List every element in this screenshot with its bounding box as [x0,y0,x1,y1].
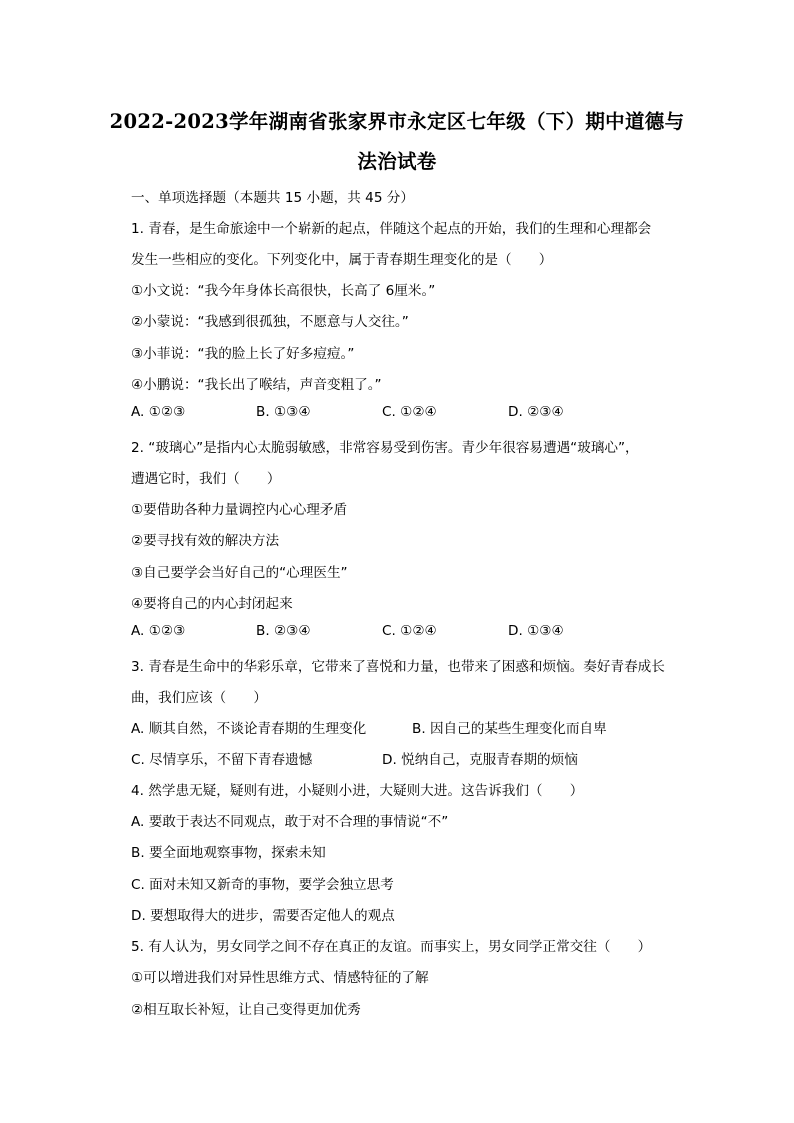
q4-option-b: B. 要全面地观察事物，探索未知 [131,845,326,861]
q3-stem-line-1: 3. 青春是生命中的华彩乐章，它带来了喜悦和力量，也带来了困惑和烦恼。奏好青春成长 [131,659,665,675]
q1-option-c: C. ①②④ [382,404,437,420]
page-title-line-2: 法治试卷 [357,150,437,173]
q3-option-a: A. 顺其自然，不谈论青春期的生理变化 [131,721,367,737]
q4-option-a: A. 要敢于表达不同观点，敢于对不合理的事情说“不” [131,814,449,830]
q1-item-1: ①小文说：“我今年身体长高很快，长高了 6厘米。” [131,283,436,299]
q2-item-2: ②要寻找有效的解决方法 [131,533,280,549]
q2-stem-line-2: 遭遇它时，我们（ ） [131,471,281,487]
q1-option-a: A. ①②③ [131,404,186,420]
q2-option-c: C. ①②④ [382,623,437,639]
q2-item-3: ③自己要学会当好自己的“心理医生” [131,565,348,581]
q3-option-c: C. 尽情享乐，不留下青春遗憾 [131,752,313,768]
q3-option-d: D. 悦纳自己，克服青春期的烦恼 [382,752,578,768]
q1-option-b: B. ①③④ [256,404,311,420]
section-heading: 一、单项选择题（本题共 15 小题，共 45 分） [131,190,414,206]
q4-option-c: C. 面对未知又新奇的事物，要学会独立思考 [131,877,394,893]
q1-option-d: D. ②③④ [508,404,564,420]
q2-option-a: A. ①②③ [131,623,186,639]
q3-stem-line-2: 曲，我们应该（ ） [131,690,267,706]
q2-option-b: B. ②③④ [256,623,311,639]
page-title-line-1: 2022-2023学年湖南省张家界市永定区七年级（下）期中道德与 [109,110,685,133]
q1-item-3: ③小菲说：“我的脸上长了好多痘痘。” [131,346,355,362]
q5-item-1: ①可以增进我们对异性思维方式、情感特征的了解 [131,970,429,986]
q1-stem-line-1: 1. 青春，是生命旅途中一个崭新的起点，伴随这个起点的开始，我们的生理和心理都会 [131,221,652,237]
q2-option-d: D. ①③④ [508,623,564,639]
q4-option-d: D. 要想取得大的进步，需要否定他人的观点 [131,908,395,924]
q2-stem-line-1: 2. “玻璃心”是指内心太脆弱敏感，非常容易受到伤害。青少年很容易遭遇“玻璃心”， [131,440,639,456]
q5-item-2: ②相互取长补短，让自己变得更加优秀 [131,1002,361,1018]
q2-item-4: ④要将自己的内心封闭起来 [131,596,293,612]
q5-stem: 5. 有人认为，男女同学之间不存在真正的友谊。而事实上，男女同学正常交往（ ） [131,939,652,955]
q1-item-2: ②小蒙说：“我感到很孤独，不愿意与人交往。” [131,314,409,330]
q2-item-1: ①要借助各种力量调控内心心理矛盾 [131,502,348,518]
q4-stem: 4. 然学患无疑，疑则有进，小疑则小进，大疑则大进。这告诉我们（ ） [131,783,584,799]
q3-option-b: B. 因自己的某些生理变化而自卑 [412,721,607,737]
q1-item-4: ④小鹏说：“我长出了喉结，声音变粗了。” [131,377,382,393]
q1-stem-line-2: 发生一些相应的变化。下列变化中，属于青春期生理变化的是（ ） [131,252,553,268]
